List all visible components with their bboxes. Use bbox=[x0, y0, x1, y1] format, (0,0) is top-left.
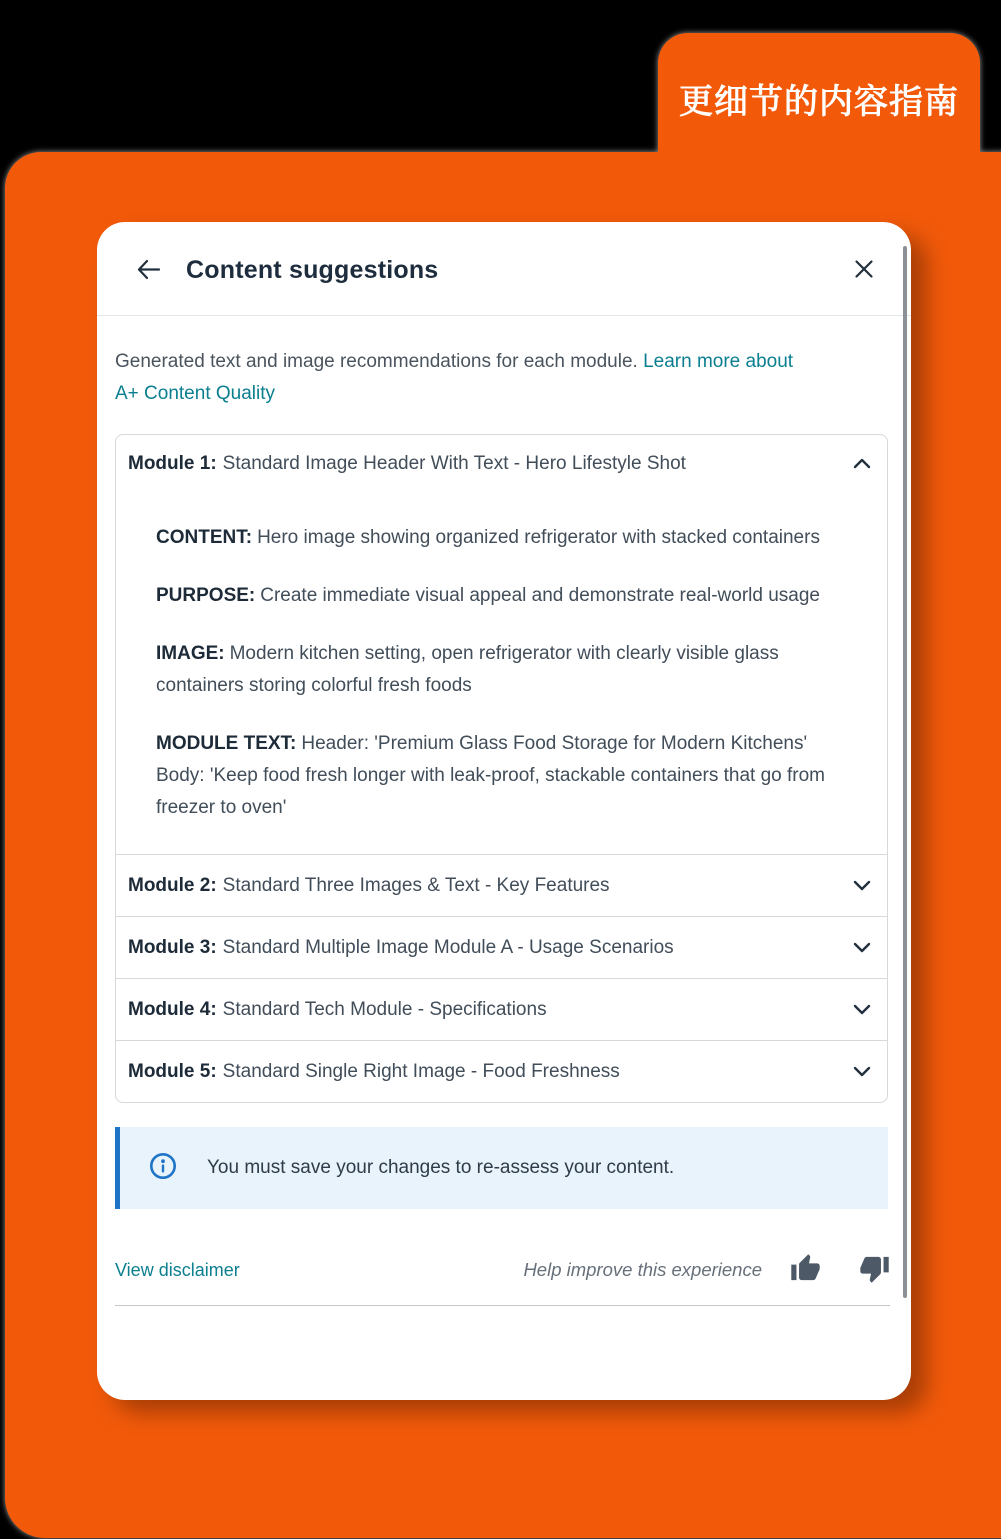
module-1-detail-purpose bbox=[156, 580, 846, 612]
detail-text: Modern kitchen setting, open refrigerator with clearly visible glass containers storing colorful fresh foods bbox=[156, 643, 779, 696]
thumbs-down-button[interactable] bbox=[859, 1253, 890, 1287]
module-2-title: Standard Three Images & Text - Key Features bbox=[222, 874, 610, 896]
module-1-detail-module-text bbox=[156, 728, 846, 824]
module-3-title: Standard Multiple Image Module A - Usage Scenarios bbox=[222, 936, 674, 958]
thumbs-down-icon bbox=[859, 1253, 890, 1287]
detail-label: PURPOSE: bbox=[156, 585, 256, 606]
chevron-up-icon bbox=[853, 453, 871, 475]
chevron-down-icon bbox=[853, 875, 871, 897]
detail-label: MODULE TEXT: bbox=[156, 733, 297, 754]
module-2-label: Module 2: bbox=[128, 874, 217, 896]
module-1-detail-image bbox=[156, 638, 846, 702]
arrow-left-icon bbox=[135, 258, 162, 284]
module-1-content bbox=[116, 481, 887, 854]
module-3-header[interactable] bbox=[116, 916, 887, 978]
modules-accordion bbox=[115, 434, 888, 1103]
feedback-label: Help improve this experience bbox=[523, 1259, 762, 1280]
detail-text: Create immediate visual appeal and demonstrate real-world usage bbox=[260, 585, 820, 606]
chevron-down-icon bbox=[853, 937, 871, 959]
close-icon bbox=[853, 258, 875, 283]
modal-scrollbar[interactable] bbox=[903, 246, 907, 1298]
modal-footer bbox=[115, 1253, 890, 1306]
module-1-detail-content bbox=[156, 522, 846, 554]
content-suggestions-modal bbox=[97, 222, 911, 1400]
module-4-header[interactable] bbox=[116, 978, 887, 1040]
module-1-label: Module 1: bbox=[128, 453, 217, 474]
save-changes-info-banner bbox=[115, 1127, 888, 1209]
chevron-down-icon bbox=[853, 1061, 871, 1083]
module-5-header[interactable] bbox=[116, 1040, 887, 1102]
detail-text: Header: 'Premium Glass Food Storage for Modern Kitchens' Body: 'Keep food fresh longer with leak-proof, stackable containers that go from freezer to oven' bbox=[156, 733, 825, 818]
thumbs-up-button[interactable] bbox=[790, 1253, 821, 1287]
page-title: Content suggestions bbox=[186, 256, 439, 284]
module-3-label: Module 3: bbox=[128, 936, 217, 958]
callout-tab-label: 更细节的内容指南 bbox=[679, 82, 959, 121]
module-1-header[interactable] bbox=[116, 435, 887, 481]
detail-label: IMAGE: bbox=[156, 643, 225, 664]
callout-tab bbox=[658, 33, 980, 163]
detail-text: Hero image showing organized refrigerator with stacked containers bbox=[257, 527, 820, 548]
chevron-down-icon bbox=[853, 999, 871, 1021]
module-5-label: Module 5: bbox=[128, 1060, 217, 1082]
learn-more-link[interactable]: Learn more about A+ Content Quality bbox=[115, 351, 794, 404]
detail-label: CONTENT: bbox=[156, 527, 253, 548]
back-button[interactable] bbox=[135, 258, 162, 284]
module-4-label: Module 4: bbox=[128, 998, 217, 1020]
module-2-header[interactable] bbox=[116, 854, 887, 916]
modal-header bbox=[97, 222, 911, 316]
module-1-title: Standard Image Header With Text - Hero Lifestyle Shot bbox=[222, 453, 686, 474]
view-disclaimer-link[interactable]: View disclaimer bbox=[115, 1259, 240, 1280]
info-icon bbox=[148, 1151, 178, 1186]
banner-text: You must save your changes to re-assess your content. bbox=[207, 1157, 675, 1178]
description-text: Generated text and image recommendations for each module. bbox=[115, 351, 644, 372]
module-5-title: Standard Single Right Image - Food Freshness bbox=[222, 1060, 620, 1082]
module-4-title: Standard Tech Module - Specifications bbox=[222, 998, 547, 1020]
close-button[interactable] bbox=[853, 258, 875, 283]
modal-description bbox=[115, 346, 807, 410]
thumbs-up-icon bbox=[790, 1253, 821, 1287]
